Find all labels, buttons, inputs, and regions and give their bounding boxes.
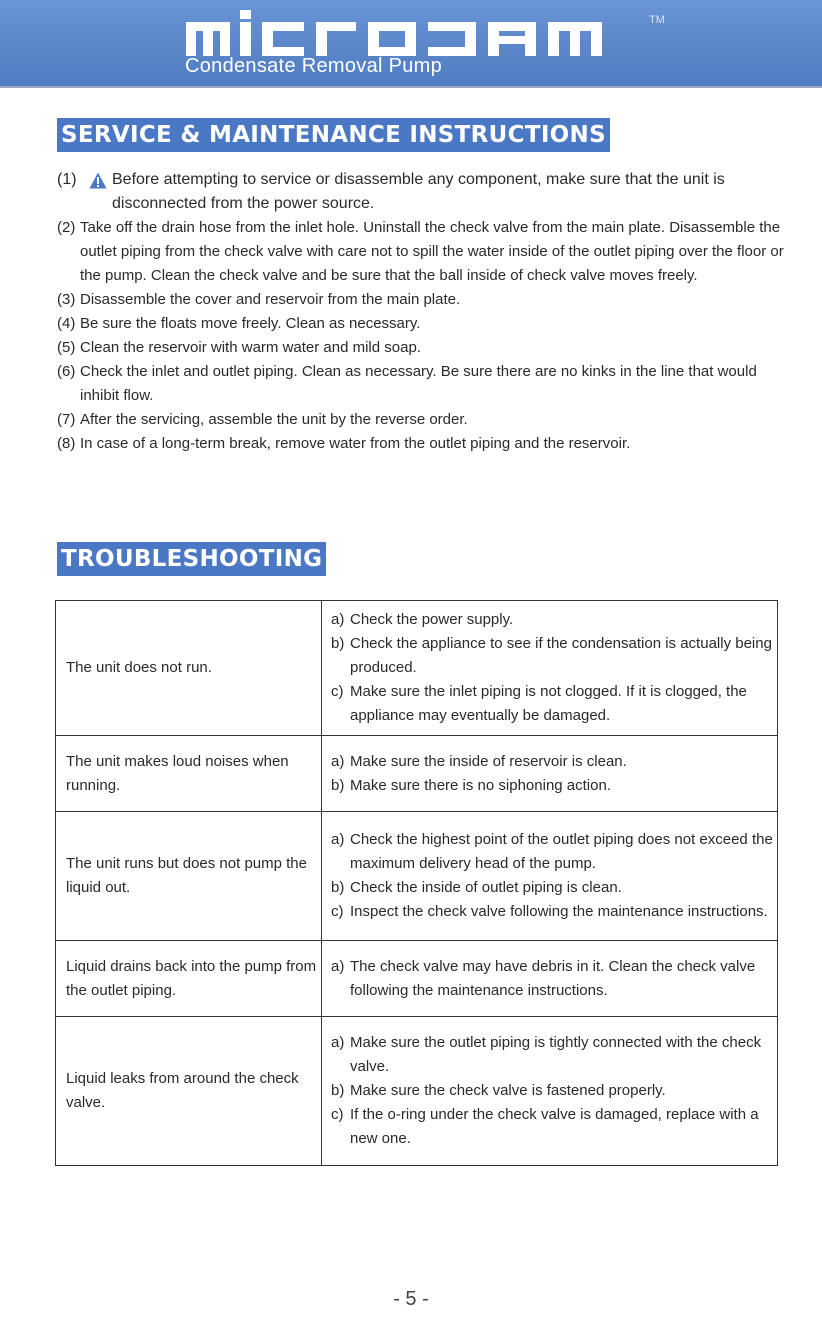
solution-text: Check the appliance to see if the condensation is actually being produced. — [350, 635, 772, 676]
solution-item — [331, 1079, 773, 1103]
page-number: - 5 - — [393, 1288, 429, 1310]
table-row — [56, 1017, 778, 1166]
warning-triangle-icon — [89, 172, 107, 189]
instruction-item — [57, 288, 785, 312]
problem-cell: The unit makes loud noises when running. — [56, 736, 322, 812]
solution-item — [331, 1103, 773, 1151]
product-subtitle: Condensate Removal Pump — [185, 55, 443, 77]
solution-text: If the o-ring under the check valve is damaged, replace with a new one. — [350, 1106, 759, 1147]
problem-cell: The unit does not run. — [56, 601, 322, 736]
service-instructions-list — [57, 168, 785, 456]
problem-cell: The unit runs but does not pump the liquid out. — [56, 812, 322, 941]
problem-cell: Liquid leaks from around the check valve. — [56, 1017, 322, 1166]
solution-cell — [322, 812, 778, 941]
solution-label: b) — [331, 776, 345, 794]
table-row — [56, 601, 778, 736]
service-maintenance-heading: SERVICE & MAINTENANCE INSTRUCTIONS — [57, 118, 610, 152]
solution-item — [331, 1031, 773, 1079]
instruction-text: Disassemble the cover and reservoir from the main plate. — [80, 291, 461, 308]
instruction-item — [57, 216, 785, 288]
solution-label: a) — [331, 831, 345, 848]
instruction-number: (4) — [57, 315, 76, 332]
instruction-number: (8) — [57, 435, 76, 452]
solution-item — [331, 876, 773, 900]
solution-label: c) — [331, 903, 344, 920]
problem-cell: Liquid drains back into the pump from the outlet piping. — [56, 941, 322, 1017]
instruction-number: (1) — [57, 171, 77, 188]
instruction-item — [57, 168, 785, 216]
solution-label: a) — [331, 957, 345, 975]
solution-text: Check the highest point of the outlet piping does not exceed the maximum delivery head of the pump. — [350, 831, 773, 872]
trademark-mark: TM — [649, 14, 665, 26]
solution-cell — [322, 601, 778, 736]
solution-label: a) — [331, 752, 345, 770]
solution-text: Check the power supply. — [350, 611, 514, 628]
solution-text: Make sure the inside of reservoir is clean. — [350, 752, 627, 770]
table-row — [56, 812, 778, 941]
solution-cell — [322, 941, 778, 1017]
instruction-text: Check the inlet and outlet piping. Clean as necessary. Be sure there are no kinks in the line that would inhibit flow. — [80, 363, 757, 404]
solution-item — [331, 632, 773, 680]
solution-label: c) — [331, 683, 344, 700]
microdam-logo-icon — [178, 4, 648, 62]
instruction-number: (7) — [57, 411, 76, 428]
solution-item — [331, 900, 773, 924]
instruction-item — [57, 408, 785, 432]
solution-item — [331, 955, 773, 1003]
solution-label: c) — [331, 1106, 344, 1123]
solution-label: b) — [331, 879, 345, 896]
instruction-text: Take off the drain hose from the inlet hole. Uninstall the check valve from the main plate. Disassemble the outlet piping from the check valve with care not to spill the water inside of the outlet piping over the floor or the pump. Clean the check valve and be sure that the ball inside of check valve moves freely. — [80, 219, 784, 284]
solution-text: Make sure the check valve is fastened properly. — [350, 1082, 666, 1099]
instruction-text: Before attempting to service or disassemble any component, make sure that the unit is disconnected from the power source. — [112, 171, 725, 212]
instruction-number: (5) — [57, 339, 76, 356]
instruction-item — [57, 336, 785, 360]
solution-label: b) — [331, 1082, 345, 1099]
instruction-number: (2) — [57, 219, 76, 236]
instruction-text: In case of a long-term break, remove water from the outlet piping and the reservoir. — [80, 435, 631, 452]
header-divider — [0, 86, 822, 88]
solution-text: Make sure the outlet piping is tightly connected with the check valve. — [350, 1034, 762, 1075]
solution-label: a) — [331, 1034, 345, 1051]
table-row — [56, 736, 778, 812]
troubleshooting-heading: TROUBLESHOOTING — [57, 542, 326, 576]
solution-item — [331, 828, 773, 876]
solution-item — [331, 774, 773, 798]
solution-text: Inspect the check valve following the maintenance instructions. — [350, 903, 768, 920]
instruction-number: (3) — [57, 291, 76, 308]
solution-text: Make sure there is no siphoning action. — [350, 776, 611, 794]
instruction-item — [57, 312, 785, 336]
solution-label: b) — [331, 635, 345, 652]
instruction-text: After the servicing, assemble the unit by the reverse order. — [80, 411, 468, 428]
solution-text: Make sure the inlet piping is not clogged. If it is clogged, the appliance may eventually be damaged. — [350, 683, 747, 724]
instruction-text: Clean the reservoir with warm water and mild soap. — [80, 339, 421, 356]
solution-cell — [322, 1017, 778, 1166]
solution-item — [331, 750, 773, 774]
table-row — [56, 941, 778, 1017]
solution-cell — [322, 736, 778, 812]
instruction-item — [57, 432, 785, 456]
instruction-number: (6) — [57, 363, 76, 380]
instruction-item — [57, 360, 785, 408]
solution-item — [331, 680, 773, 728]
instruction-text: Be sure the floats move freely. Clean as necessary. — [80, 315, 421, 332]
solution-label: a) — [331, 611, 345, 628]
troubleshooting-table — [55, 600, 778, 1166]
solution-text: The check valve may have debris in it. Clean the check valve following the maintenance instructions. — [350, 957, 756, 999]
header-banner — [0, 0, 822, 86]
solution-text: Check the inside of outlet piping is clean. — [350, 879, 622, 896]
solution-item — [331, 608, 773, 632]
